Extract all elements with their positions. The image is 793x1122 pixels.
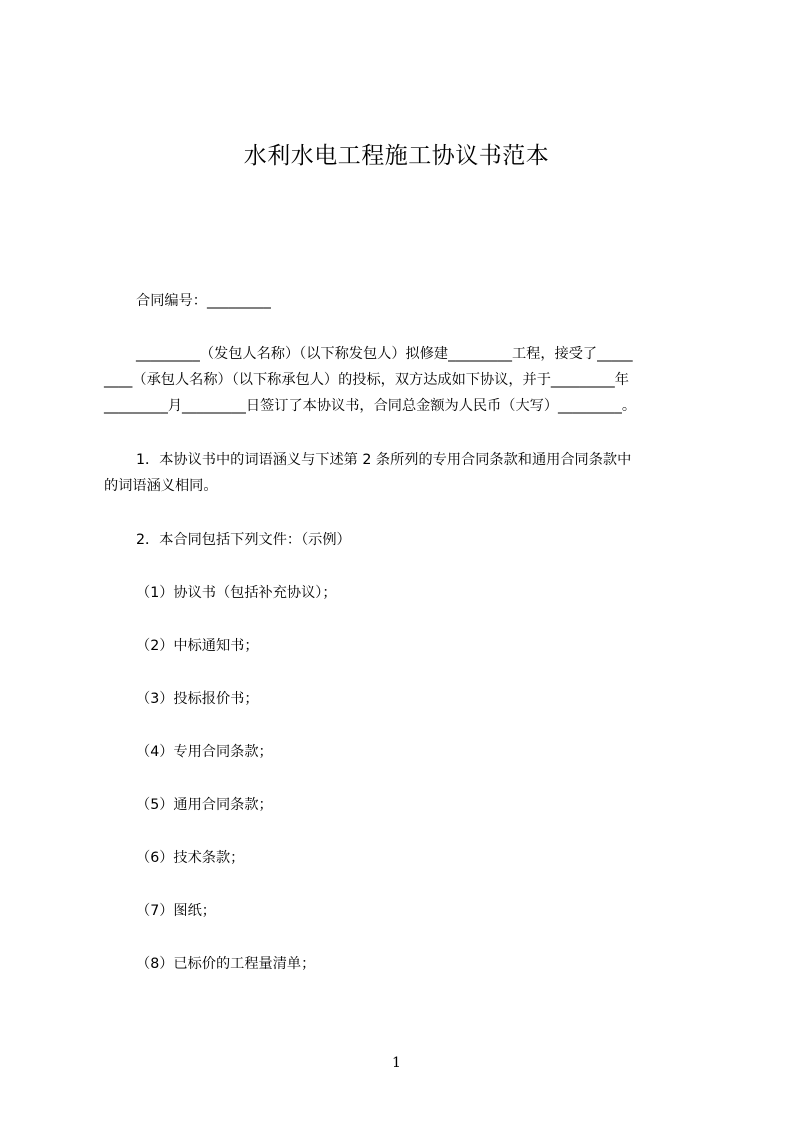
clause-1 — [104, 447, 700, 499]
contract-number: 合同编号：_________ — [136, 293, 271, 309]
document-list-item: （3）投标报价书； — [136, 691, 259, 707]
clause-2: 2．本合同包括下列文件：（示例） — [136, 532, 351, 548]
document-title: 水利水电工程施工协议书范本 — [243, 143, 550, 169]
document-list-item: （1）协议书（包括补充协议）； — [136, 585, 337, 601]
document-list-item: （6）技术条款； — [136, 850, 245, 866]
intro-paragraph — [104, 341, 700, 419]
page-number: 1 — [392, 1055, 401, 1071]
intro-line-2: ____（承包人名称）（以下称承包人）的投标，双方达成如下协议，并于_________年 — [104, 372, 629, 388]
document-list-item: （4）专用合同条款； — [136, 744, 273, 760]
document-list-item: （5）通用合同条款； — [136, 797, 273, 813]
document-list-item: （8）已标价的工程量清单； — [136, 956, 316, 972]
clause-1-line-2: 的词语涵义相同。 — [104, 478, 218, 494]
document-list-item: （7）图纸； — [136, 903, 216, 919]
document-list-item: （2）中标通知书； — [136, 638, 259, 654]
intro-line-1: _________（发包人名称）（以下称发包人）拟修建_________工程，接受了_____ — [136, 346, 633, 362]
clause-1-line-1: 1．本协议书中的词语涵义与下述第 2 条所列的专用合同条款和通用合同条款中 — [136, 452, 632, 468]
intro-line-3: _________月_________日签订了本协议书，合同总金额为人民币（大写）_________。 — [104, 398, 637, 414]
